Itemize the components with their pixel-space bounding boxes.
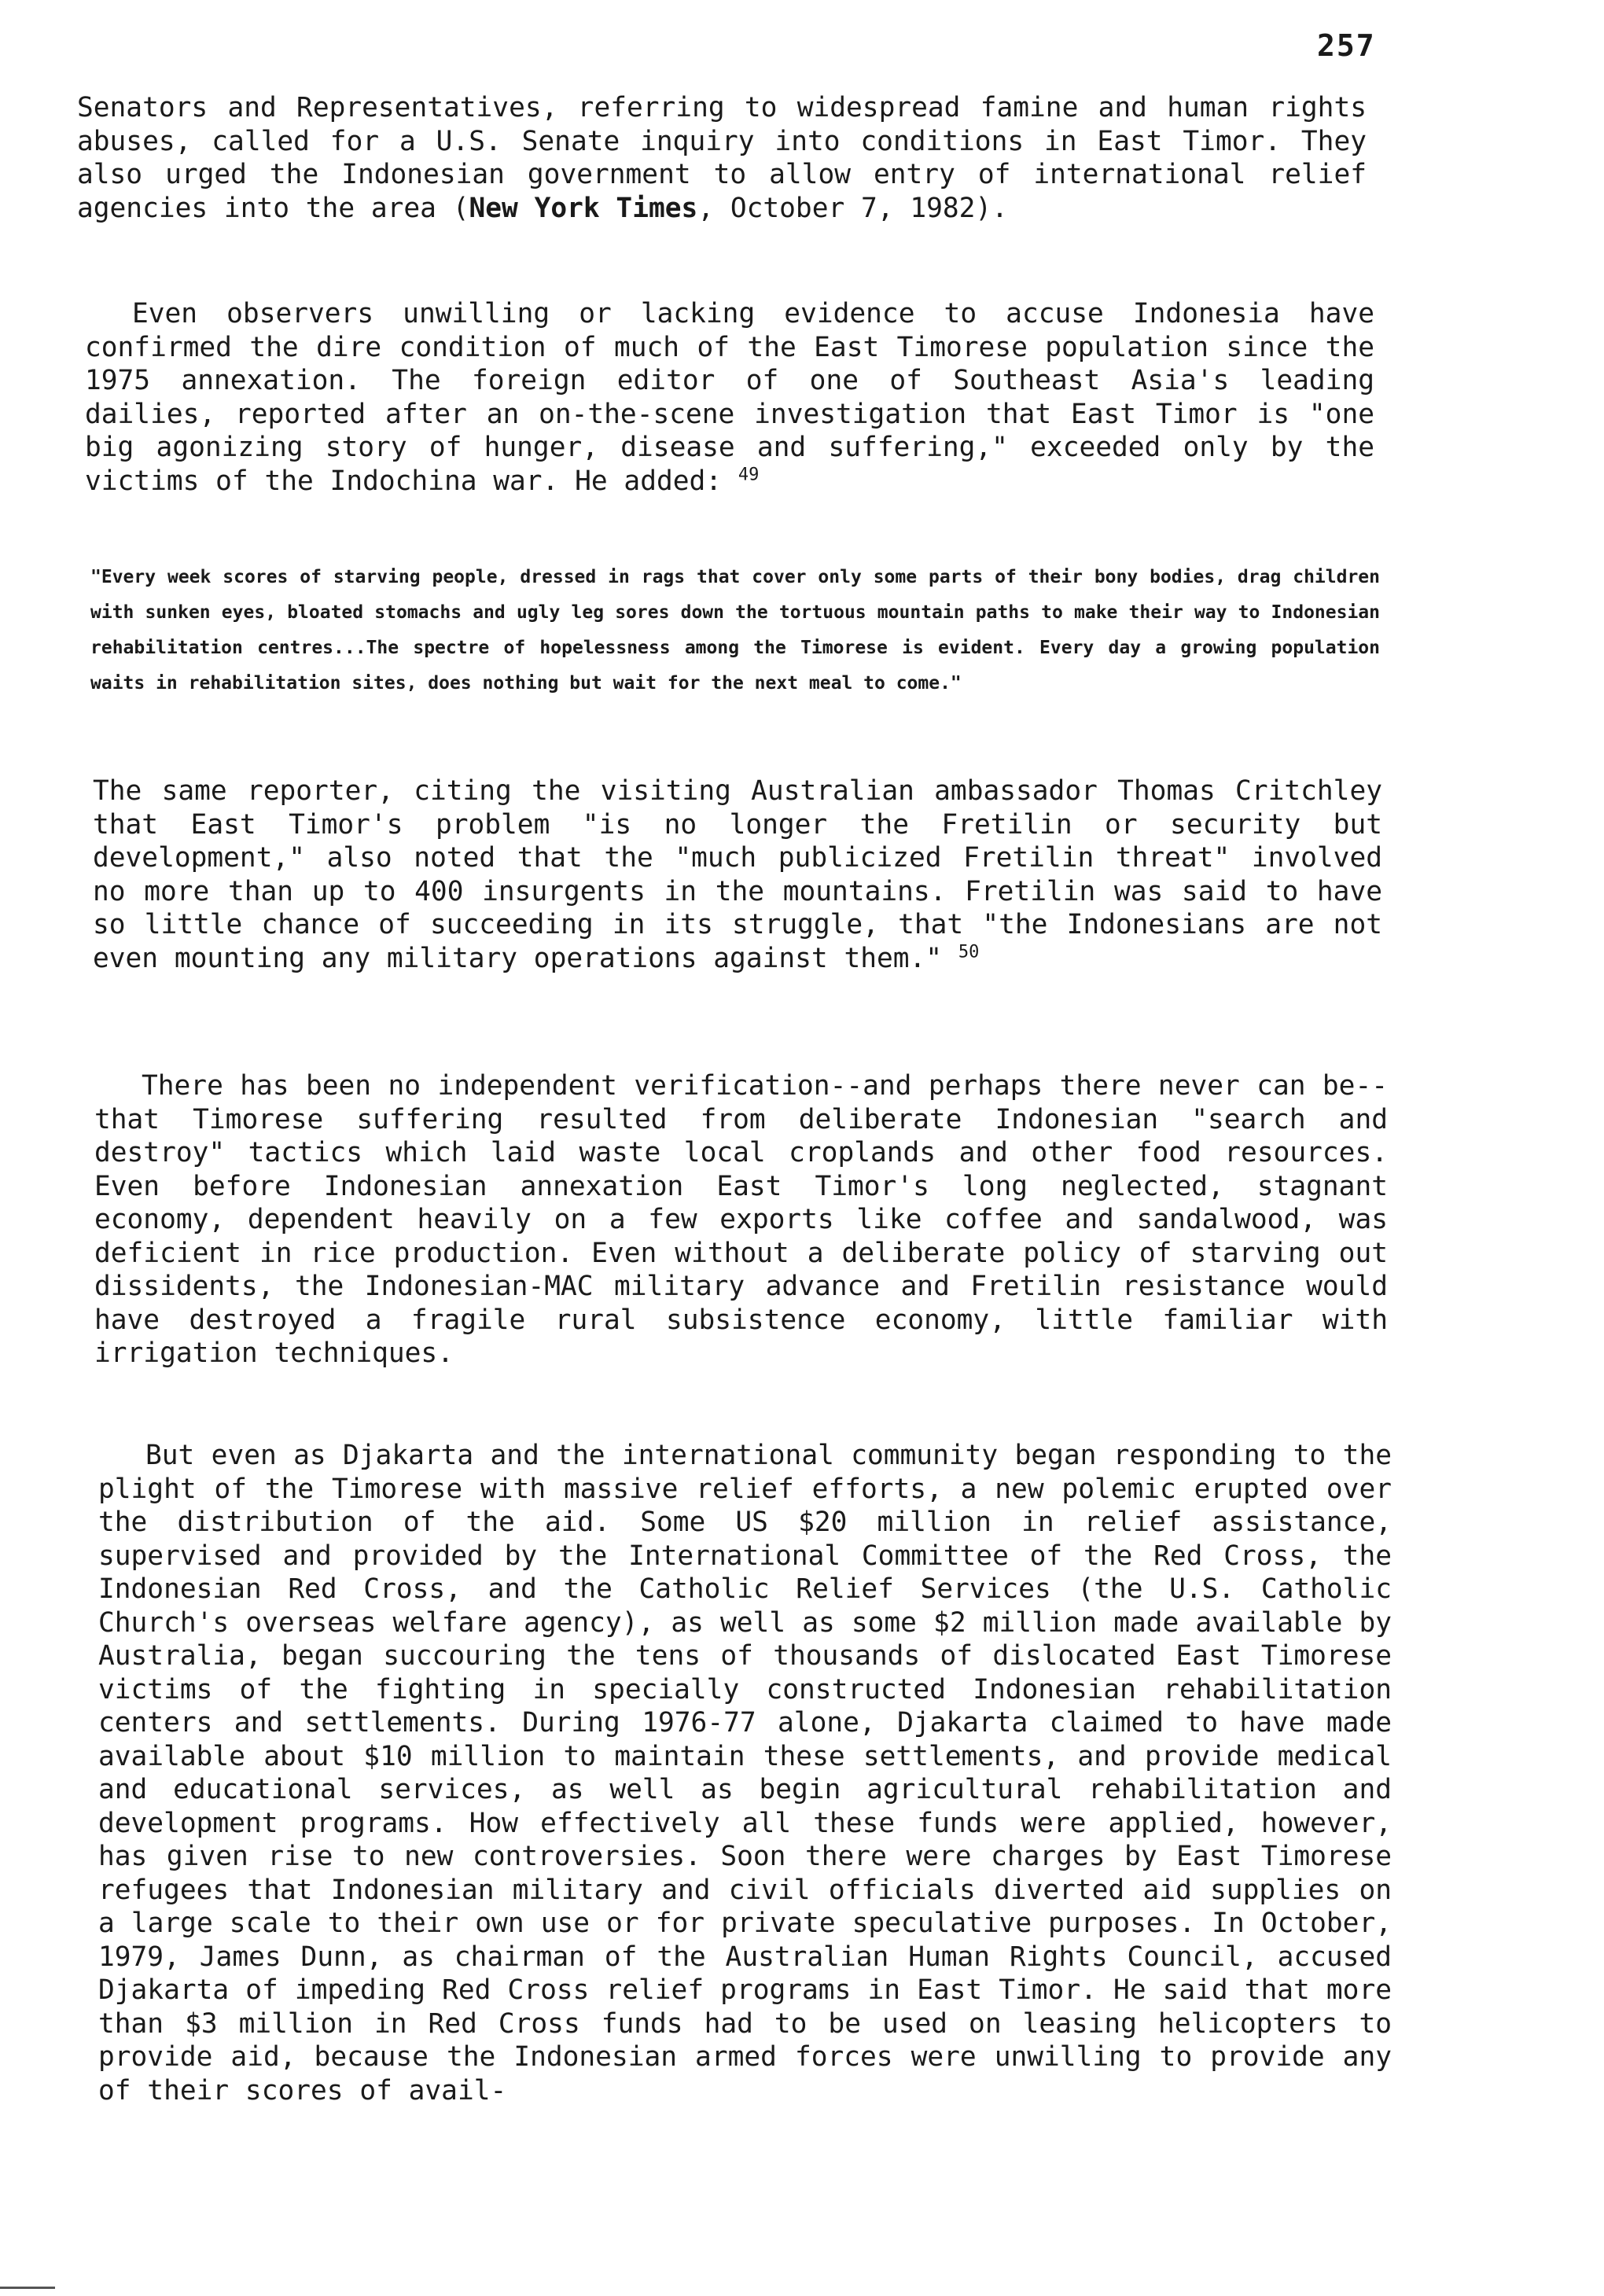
paragraph-text-end: , October 7, 1982). xyxy=(697,192,1008,224)
footnote-ref: 49 xyxy=(738,465,760,484)
paragraph-verification xyxy=(94,1069,1388,1371)
paragraph-text: But even as Djakarta and the international community began responding to the plight of the Timorese with massive relief efforts, a new polemic erupted over the distribution of the aid. Some US $20 million in relief assistance, supervised and provided by the International Committee of the Red Cross, the Indonesian Red Cross, and the Catholic Relief Services (the U.S. Catholic Church's overseas welfare agency), as well as some $2 million made available by Australia, began succouring the tens of thousands of dislocated East Timorese victims of the fighting in specially constructed Indonesian rehabilitation centers and settlements. During 1976-77 alone, Djakarta claimed to have made available about $10 million to maintain these settlements, and provide medical and educational services, as well as begin agricultural rehabilitation and development programs. How effectively all these funds were applied, however, has given rise to new controversies. Soon there were charges by East Timorese refugees that Indonesian military and civil officials diverted aid supplies on a large scale to their own use or for private speculative purposes. In October, 1979, James Dunn, as chairman of the Australian Human Rights Council, accused Djakarta of impeding Red Cross relief programs in East Timor. He said that more than $3 million in Red Cross funds had to be used on leasing helicopters to provide aid, because the Indonesian armed forces were unwilling to provide any of their scores of avail- xyxy=(98,1440,1392,2107)
source-citation: New York Times xyxy=(469,192,698,224)
paragraph-relief-efforts xyxy=(98,1439,1392,2107)
paragraph-text: Senators and Representatives, referring to widespread famine and human rights abuses, called for a U.S. Senate inquiry into conditions in East Timor. They also urged the Indonesian government to allow entry of international relief agencies into the area ( xyxy=(77,92,1367,224)
paragraph-text: There has been no independent verification--and perhaps there never can be--that Timorese suffering resulted from deliberate Indonesian "search and destroy" tactics which laid waste local croplands and other food resources. Even before Indonesian annexation East Timor's long neglected, stagnant economy, dependent heavily on a few exports like coffee and sandalwood, was deficient in rice production. Even without a deliberate policy of starving out dissidents, the Indonesian-MAC military advance and Fretilin resistance would have destroyed a fragile rural subsistence economy, little familiar with irrigation techniques. xyxy=(94,1070,1388,1369)
scan-edge-mark xyxy=(0,2287,55,2289)
footnote-ref: 50 xyxy=(958,942,980,962)
paragraph-senate-inquiry xyxy=(77,91,1367,225)
page-number: 257 xyxy=(1317,28,1376,63)
block-quote: "Every week scores of starving people, dressed in rags that cover only some parts of their bony bodies, drag children with sunken eyes, bloated stomachs and ugly leg sores down the tortuous mountain paths to make their way to Indonesian rehabilitation centres...The spectre of hopelessness among the Timorese is evident. Every day a growing population waits in rehabilitation sites, does nothing but wait for the next meal to come." xyxy=(90,567,1380,694)
paragraph-same-reporter xyxy=(93,775,1382,975)
paragraph-text: Even observers unwilling or lacking evidence to accuse Indonesia have confirmed the dire condition of much of the East Timorese population since the 1975 annexation. The foreign editor of one of Southeast Asia's leading dailies, reported after an on-the-scene investigation that East Timor is "one big agonizing story of hunger, disease and suffering," exceeded only by the victims of the Indochina war. He added: xyxy=(85,298,1374,497)
paragraph-text: The same reporter, citing the visiting Australian ambassador Thomas Critchley that East Timor's problem "is no longer the Fretilin or security but development," also noted that the "much publicized Fretilin threat" involved no more than up to 400 insurgents in the mountains. Fretilin was said to have so little chance of succeeding in its struggle, that "the Indonesians are not even mounting any military operations against them." xyxy=(93,775,1382,974)
paragraph-observers xyxy=(85,297,1374,498)
